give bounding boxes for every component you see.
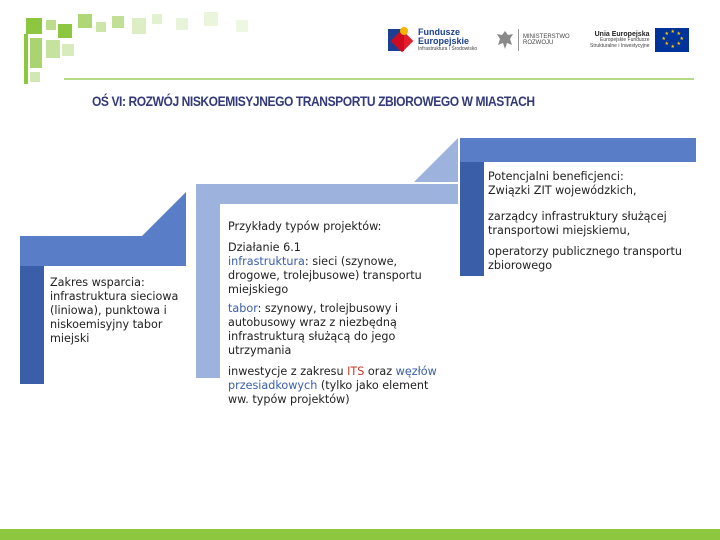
deco-square	[26, 18, 42, 34]
middle-p3-start: inwestycje z zakresu	[228, 365, 348, 378]
logo-fe-line1: Fundusze	[418, 26, 460, 37]
deco-square	[46, 20, 56, 30]
deco-square	[204, 12, 218, 26]
deco-square	[30, 72, 40, 82]
logo-min-line1: MINISTERSTWO	[523, 33, 570, 40]
fundusze-europejskie-icon	[388, 27, 414, 53]
logo-eu-line3: Strukturalne i Inwestycyjne	[590, 42, 650, 49]
deco-square	[78, 14, 92, 28]
eagle-emblem-icon	[496, 29, 514, 51]
deco-square	[24, 34, 28, 84]
middle-p1-title: Działanie 6.1	[228, 241, 301, 254]
middle-heading: Przykłady typów projektów:	[228, 220, 382, 233]
left-box-text	[50, 276, 182, 346]
logo-eu-line1: Unia Europejska	[594, 31, 650, 39]
header-divider	[64, 78, 694, 80]
right-line3: zarządcy infrastruktury służącej transportowi miejskiemu,	[488, 210, 667, 237]
middle-p3-keyword-its: ITS	[347, 365, 365, 378]
eu-flag-icon: ★ ★ ★ ★ ★ ★ ★ ★	[655, 28, 689, 52]
step-side-right	[460, 162, 484, 276]
middle-p2-rest: : szynowy, trolejbusowy i autobusowy wraz z niezbędną infrastrukturą służącą do jego utrzymania	[228, 302, 399, 357]
logo-unia-europejska	[590, 22, 689, 58]
middle-p3-mid: oraz	[364, 365, 396, 378]
middle-p1-rest: : sieci (szynowe, drogowe, trolejbusowe) transportu miejskiego	[228, 255, 422, 296]
deco-square	[62, 44, 74, 56]
step-bar-left	[20, 236, 186, 266]
right-line2: Związki ZIT wojewódzkich,	[488, 184, 637, 197]
middle-box	[228, 220, 440, 407]
middle-p3-keyword-wezly: węzłów przesiadkowych	[228, 365, 437, 392]
right-line4: operatorzy publicznego transportu zbiorowego	[488, 245, 682, 272]
right-box	[488, 170, 694, 273]
middle-p3	[228, 365, 440, 407]
middle-p2-keyword: tabor	[228, 302, 258, 315]
page-title: OŚ VI: ROZWÓJ NISKOEMISYJNEGO TRANSPORTU ZBIOROWEGO W MIASTACH	[92, 93, 535, 109]
logo-fe-line3: Infrastruktura i Środowisko	[418, 45, 478, 52]
middle-p3-end: (tylko jako element ww. typów projektów)	[228, 379, 429, 406]
deco-square	[46, 40, 60, 58]
step-triangle-left	[142, 192, 186, 236]
middle-p1	[228, 241, 440, 297]
deco-square	[132, 18, 146, 34]
deco-square	[112, 16, 124, 28]
step-triangle-middle	[414, 138, 458, 182]
deco-square	[152, 14, 162, 24]
left-text: Zakres wsparcia: infrastruktura sieciowa (liniowa), punktowa i niskoemisyjny tabor miejski	[50, 276, 179, 345]
step-bar-right	[460, 138, 696, 162]
logo-fe-line2: Europejskie	[418, 36, 470, 47]
logo-min-line2: ROZWOJU	[523, 40, 554, 46]
right-line1: Potencjalni beneficjenci:	[488, 170, 624, 183]
logo-fundusze-europejskie	[388, 22, 477, 58]
deco-square	[58, 24, 72, 38]
deco-square	[30, 38, 42, 68]
deco-square	[236, 20, 248, 32]
deco-square	[96, 22, 106, 32]
middle-p2	[228, 302, 440, 358]
step-bar-middle	[196, 184, 458, 204]
deco-square	[176, 18, 188, 30]
logo-ministerstwo-rozwoju	[496, 22, 570, 58]
step-side-left	[20, 266, 44, 384]
middle-p1-keyword: infrastruktura	[228, 255, 305, 268]
logo-eu-line2: Europejskie Fundusze	[600, 37, 650, 44]
step-side-middle	[196, 204, 220, 378]
footer-bar	[0, 529, 720, 540]
